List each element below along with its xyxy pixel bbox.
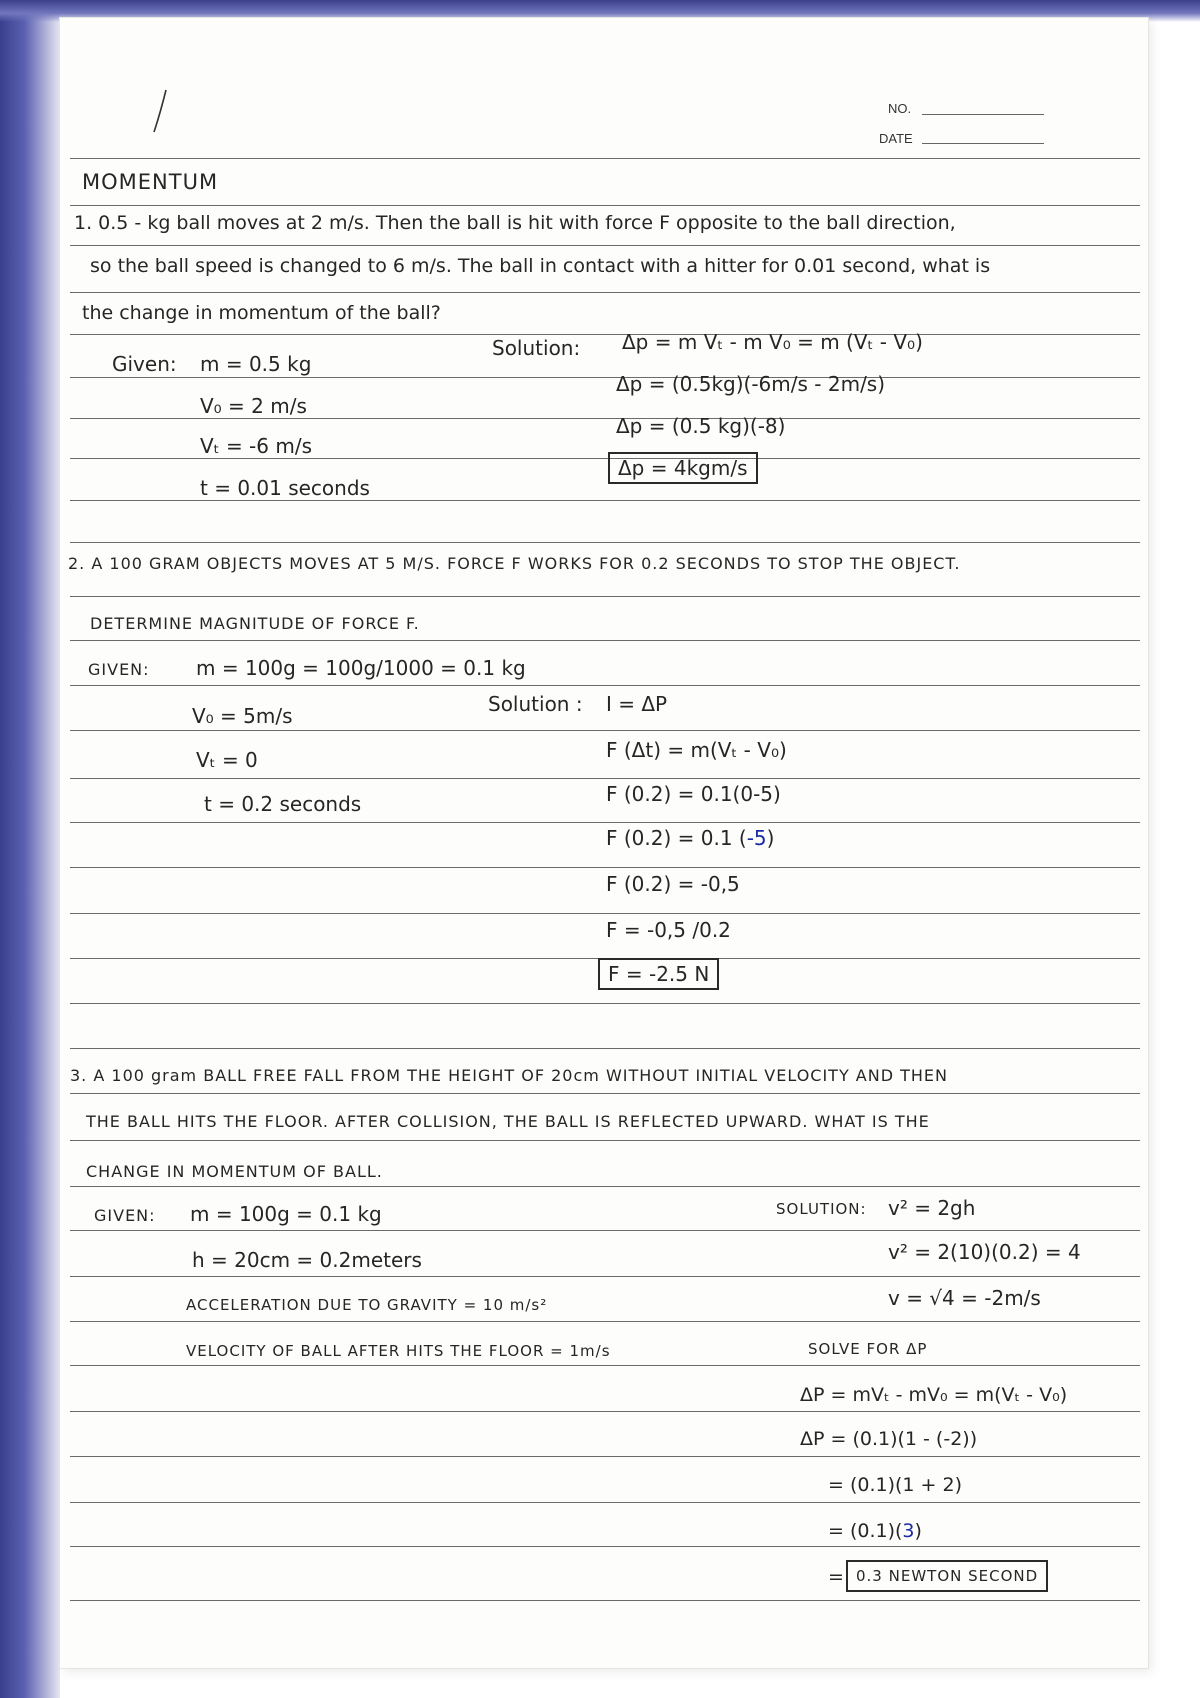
problem3-answer-prefix: = [828, 1566, 844, 1588]
date-line [922, 143, 1044, 144]
page-edge-shadow [0, 0, 60, 1698]
problem1-line3: the change in momentum of the ball? [82, 302, 441, 324]
problem2-given-vt: Vₜ = 0 [196, 748, 258, 772]
problem1-solution-label: Solution: [492, 336, 581, 360]
problem2-solution-label: Solution : [488, 692, 583, 716]
problem3-given-velocity: VELOCITY OF BALL AFTER HITS THE FLOOR = 1m/s [186, 1342, 611, 1360]
no-line [922, 114, 1044, 115]
problem1-solution-step3: Δp = (0.5 kg)(-8) [616, 414, 786, 438]
problem3-delta-step3: = (0.1)(1 + 2) [828, 1474, 963, 1496]
problem3-given-height: h = 20cm = 0.2meters [192, 1248, 422, 1272]
problem2-blue-value: -5 [746, 826, 767, 850]
problem2-given-mass: m = 100g = 100g/1000 = 0.1 kg [196, 656, 526, 680]
problem2-solution-step1: F (Δt) = m(Vₜ - V₀) [606, 738, 787, 762]
no-label: NO. [888, 101, 912, 116]
problem2-solution-impulse: I = ΔP [606, 692, 668, 716]
problem3-delta-step2: ΔP = (0.1)(1 - (-2)) [800, 1428, 978, 1450]
problem3-answer-box: 0.3 NEWTON SECOND [846, 1560, 1048, 1592]
problem2-given-label: GIVEN: [88, 660, 150, 679]
problem1-solution-step2: Δp = (0.5kg)(-6m/s - 2m/s) [616, 372, 886, 396]
problem2-line1: 2. A 100 GRAM OBJECTS MOVES AT 5 M/S. FORCE F WORKS FOR 0.2 SECONDS TO STOP THE OBJECT. [68, 554, 961, 573]
problem2-given-v0: V₀ = 5m/s [192, 704, 293, 728]
problem2-answer-box: F = -2.5 N [598, 958, 719, 990]
pencil-mark [150, 88, 170, 134]
problem3-line2: THE BALL HITS THE FLOOR. AFTER COLLISION, THE BALL IS REFLECTED UPWARD. WHAT IS THE [86, 1112, 930, 1131]
problem2-solution-step4: F (0.2) = -0,5 [606, 872, 740, 896]
problem2-solution-step3: F (0.2) = 0.1 (-5) [606, 826, 775, 850]
problem3-given-gravity: ACCELERATION DUE TO GRAVITY = 10 m/s² [186, 1296, 548, 1314]
problem3-solution-step1: v² = 2gh [888, 1196, 976, 1220]
problem3-solution-step2: v² = 2(10)(0.2) = 4 [888, 1240, 1081, 1264]
problem1-given-mass: m = 0.5 kg [200, 352, 312, 376]
problem1-line1: 1. 0.5 - kg ball moves at 2 m/s. Then the ball is hit with force F opposite to the ball direction, [74, 212, 956, 234]
problem3-line3: CHANGE IN MOMENTUM OF BALL. [86, 1162, 383, 1181]
problem3-solution-label: SOLUTION: [776, 1200, 867, 1218]
problem3-given-mass: m = 100g = 0.1 kg [190, 1202, 382, 1226]
problem1-answer-box: Δp = 4kgm/s [608, 452, 758, 484]
problem1-given-time: t = 0.01 seconds [200, 476, 370, 500]
problem2-solution-step2: F (0.2) = 0.1(0-5) [606, 782, 781, 806]
problem3-delta-step1: ΔP = mVₜ - mV₀ = m(Vₜ - V₀) [800, 1384, 1068, 1406]
problem3-blue-value: 3 [902, 1520, 915, 1542]
problem1-line2: so the ball speed is changed to 6 m/s. The ball in contact with a hitter for 0.01 second, what is [90, 255, 991, 277]
problem1-solution-step1: Δp = m Vₜ - m V₀ = m (Vₜ - V₀) [622, 330, 923, 354]
problem1-given-v0: V₀ = 2 m/s [200, 394, 307, 418]
date-label: DATE [879, 131, 913, 146]
problem3-delta-step4: = (0.1)(3) [828, 1520, 922, 1542]
problem2-line2: DETERMINE MAGNITUDE OF FORCE F. [90, 614, 420, 633]
problem2-solution-step5: F = -0,5 /0.2 [606, 918, 731, 942]
problem3-given-label: GIVEN: [94, 1206, 156, 1225]
problem2-given-time: t = 0.2 seconds [204, 792, 362, 816]
problem3-line1: 3. A 100 gram BALL FREE FALL FROM THE HEIGHT OF 20cm WITHOUT INITIAL VELOCITY AND THEN [70, 1066, 949, 1085]
page-title: MOMENTUM [82, 170, 219, 194]
problem1-given-label: Given: [112, 352, 177, 376]
problem3-solve-label: SOLVE FOR ΔP [808, 1340, 928, 1358]
problem3-solution-step3: v = √4 = -2m/s [888, 1286, 1041, 1310]
problem1-given-vt: Vₜ = -6 m/s [200, 434, 312, 458]
